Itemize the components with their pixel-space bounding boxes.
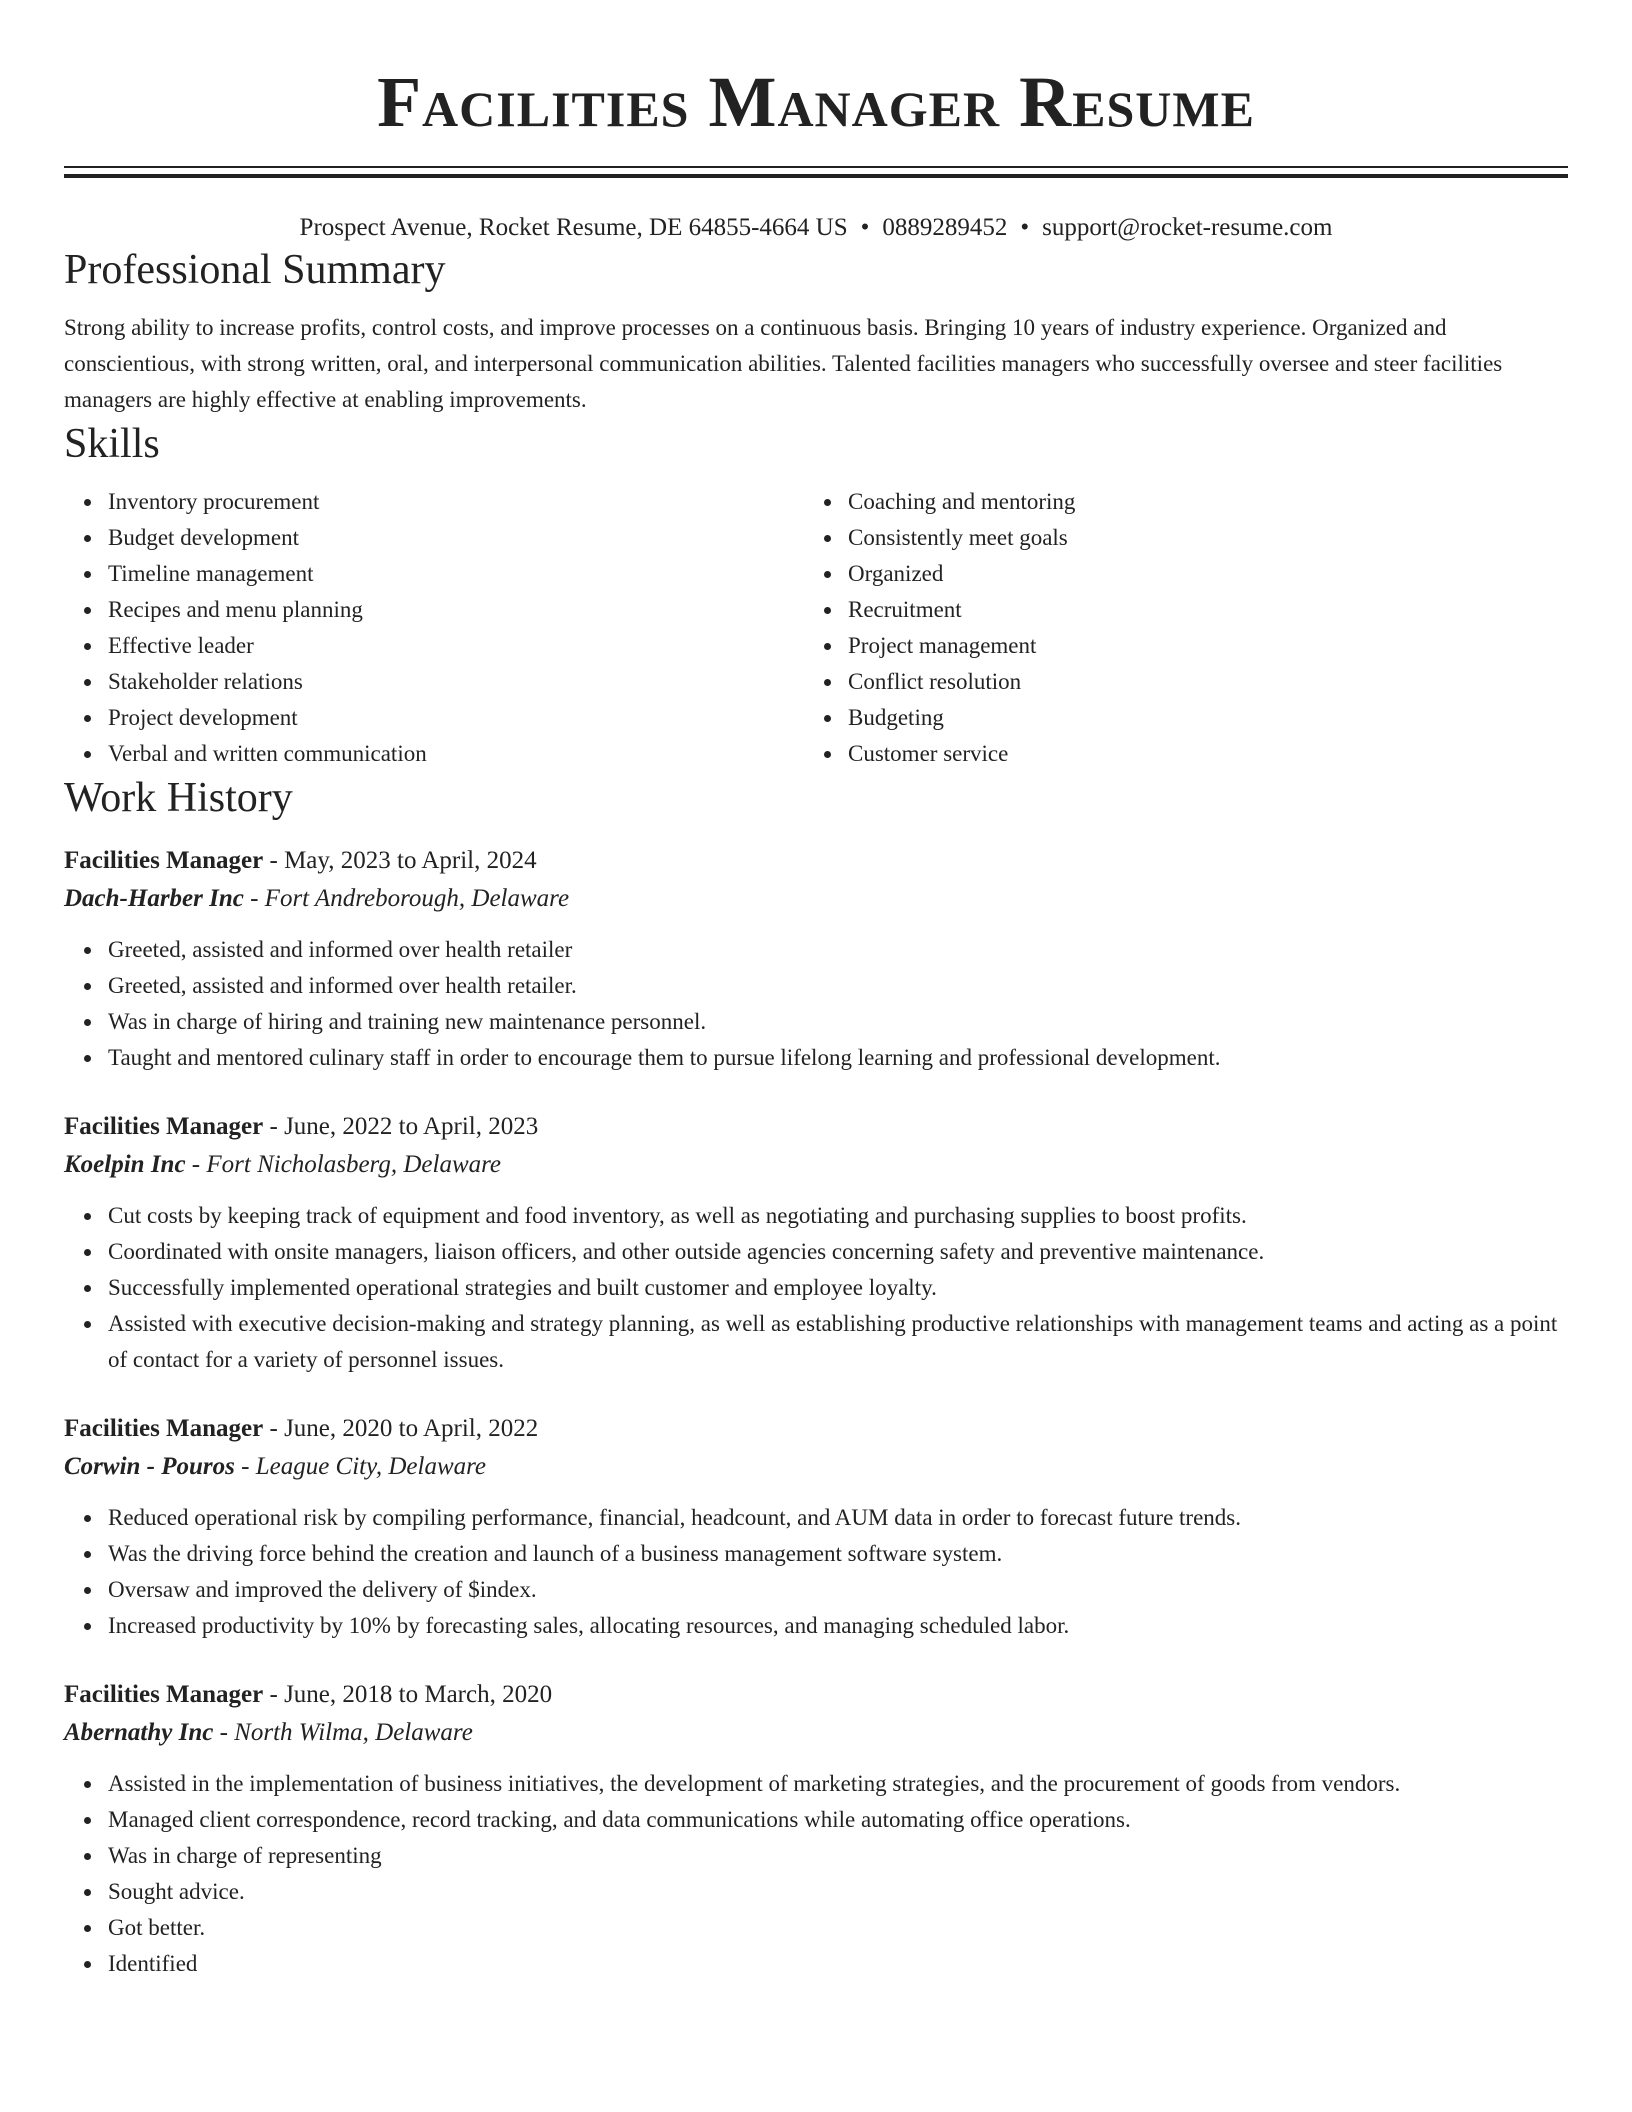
job-bullet: Sought advice. xyxy=(108,1874,1568,1910)
job-bullet: Oversaw and improved the delivery of $index. xyxy=(108,1572,1568,1608)
contact-phone: 0889289452 xyxy=(882,214,1008,241)
skills-column-right xyxy=(806,484,1548,772)
company-location: - Fort Nicholasberg, Delaware xyxy=(185,1151,502,1178)
skills-heading: Skills xyxy=(64,421,160,467)
resume-page xyxy=(64,0,1568,1982)
job-role: Facilities Manager xyxy=(64,1113,264,1140)
skill-item: Stakeholder relations xyxy=(108,664,806,700)
title-rule-thin xyxy=(64,166,1568,168)
job-bullet: Was the driving force behind the creation and launch of a business management software system. xyxy=(108,1536,1568,1572)
job-entry xyxy=(64,1410,1568,1644)
job-bullet: Coordinated with onsite managers, liaison officers, and other outside agencies concerning safety and preventive maintenance. xyxy=(108,1234,1568,1270)
job-bullets xyxy=(64,1500,1568,1644)
job-title-line xyxy=(64,1676,1568,1714)
job-bullet: Greeted, assisted and informed over health retailer. xyxy=(108,968,1568,1004)
job-entry xyxy=(64,1108,1568,1378)
skill-item: Budgeting xyxy=(848,700,1548,736)
company-location: - Fort Andreborough, Delaware xyxy=(243,885,570,912)
job-role: Facilities Manager xyxy=(64,1415,264,1442)
summary-text: Strong ability to increase profits, control costs, and improve processes on a continuous basis. Bringing 10 years of industry experience. Organized and conscientious, with strong written, oral, and interpersonal communication abilities. Talented facilities managers who successfully oversee and steer facilities managers are highly effective at enabling improvements. xyxy=(64,315,1503,412)
job-role: Facilities Manager xyxy=(64,847,264,874)
company-location: - North Wilma, Delaware xyxy=(213,1719,473,1746)
company-name: Abernathy Inc xyxy=(64,1719,214,1746)
job-bullet: Identified xyxy=(108,1946,1568,1982)
company-line xyxy=(64,1146,1568,1184)
job-bullet: Reduced operational risk by compiling performance, financial, headcount, and AUM data in order to forecast future trends. xyxy=(108,1500,1568,1536)
job-dates: - June, 2018 to March, 2020 xyxy=(263,1681,553,1708)
job-title-line xyxy=(64,842,1568,880)
contact-email: support@rocket-resume.com xyxy=(1042,214,1333,241)
job-bullet: Cut costs by keeping track of equipment and food inventory, as well as negotiating and purchasing supplies to boost profits. xyxy=(108,1198,1568,1234)
company-name: Corwin - Pouros xyxy=(64,1453,235,1480)
skill-item: Organized xyxy=(848,556,1548,592)
skill-item: Project development xyxy=(108,700,806,736)
job-title-line xyxy=(64,1108,1568,1146)
skill-item: Inventory procurement xyxy=(108,484,806,520)
summary-heading: Professional Summary xyxy=(64,247,446,293)
job-bullets xyxy=(64,932,1568,1076)
job-bullet: Successfully implemented operational strategies and built customer and employee loyalty. xyxy=(108,1270,1568,1306)
skill-item: Verbal and written communication xyxy=(108,736,806,772)
skill-item: Coaching and mentoring xyxy=(848,484,1548,520)
job-bullet: Was in charge of representing xyxy=(108,1838,1568,1874)
skills-list xyxy=(64,484,1568,772)
skill-item: Consistently meet goals xyxy=(848,520,1548,556)
job-dates: - June, 2020 to April, 2022 xyxy=(263,1415,539,1442)
contact-separator: • xyxy=(1020,214,1030,241)
company-line xyxy=(64,1448,1568,1486)
job-bullet: Greeted, assisted and informed over health retailer xyxy=(108,932,1568,968)
job-role: Facilities Manager xyxy=(64,1681,264,1708)
job-bullets xyxy=(64,1766,1568,1982)
skill-item: Recipes and menu planning xyxy=(108,592,806,628)
skill-item: Conflict resolution xyxy=(848,664,1548,700)
job-title-line xyxy=(64,1410,1568,1448)
job-bullet: Managed client correspondence, record tracking, and data communications while automating office operations. xyxy=(108,1802,1568,1838)
job-bullet: Assisted in the implementation of business initiatives, the development of marketing strategies, and the procurement of goods from vendors. xyxy=(108,1766,1568,1802)
job-entry xyxy=(64,1676,1568,1982)
title-rule-thick xyxy=(64,174,1568,178)
job-bullet: Taught and mentored culinary staff in order to encourage them to pursue lifelong learning and professional development. xyxy=(108,1040,1568,1076)
page-title: Facilities Manager Resume xyxy=(377,62,1255,142)
company-name: Dach-Harber Inc xyxy=(64,885,244,912)
company-name: Koelpin Inc xyxy=(64,1151,186,1178)
job-bullets xyxy=(64,1198,1568,1378)
skill-item: Recruitment xyxy=(848,592,1548,628)
skill-item: Timeline management xyxy=(108,556,806,592)
job-entry xyxy=(64,842,1568,1076)
skill-item: Project management xyxy=(848,628,1548,664)
skill-item: Customer service xyxy=(848,736,1548,772)
contact-separator: • xyxy=(860,214,870,241)
company-line xyxy=(64,1714,1568,1752)
job-dates: - May, 2023 to April, 2024 xyxy=(263,847,537,874)
job-bullet: Got better. xyxy=(108,1910,1568,1946)
job-bullet: Was in charge of hiring and training new maintenance personnel. xyxy=(108,1004,1568,1040)
skill-item: Effective leader xyxy=(108,628,806,664)
work-history-heading: Work History xyxy=(64,775,293,821)
company-line xyxy=(64,880,1568,918)
contact-line xyxy=(64,212,1568,244)
job-dates: - June, 2022 to April, 2023 xyxy=(263,1113,539,1140)
job-bullet: Increased productivity by 10% by forecasting sales, allocating resources, and managing scheduled labor. xyxy=(108,1608,1568,1644)
skills-column-left xyxy=(64,484,806,772)
job-bullet: Assisted with executive decision-making and strategy planning, as well as establishing productive relationships with management teams and acting as a point of contact for a variety of personnel issues. xyxy=(108,1306,1568,1378)
company-location: - League City, Delaware xyxy=(234,1453,487,1480)
contact-address: Prospect Avenue, Rocket Resume, DE 64855-4664 US xyxy=(299,214,848,241)
skill-item: Budget development xyxy=(108,520,806,556)
